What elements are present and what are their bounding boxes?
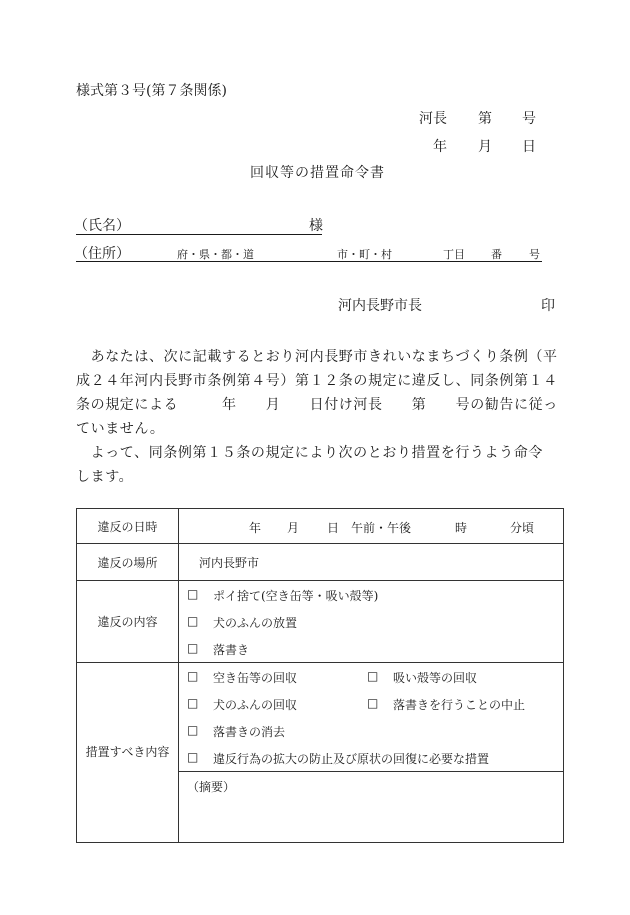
address-label: （住所） [74,246,130,262]
measure-can: 空き缶等の回収 [213,671,298,685]
content-item-graffiti: 落書き [213,643,250,657]
violation-date-hour: 時 [455,520,468,535]
address-city: 市・町・村 [337,248,392,261]
doc-number-suffix: 号 [522,111,536,127]
violation-date-value [179,509,564,544]
name-underline [76,234,322,235]
form-number: 様式第３号(第７条関係) [76,83,227,99]
checkbox[interactable]: □ [367,669,379,683]
document-title: 回収等の措置命令書 [250,165,385,181]
violation-date-day: 日 [327,520,340,535]
body-line-2: 成２４年河内長野市条例第４号）第１２条の規定に違反し、同条例第１４ [76,373,558,389]
violation-place-label: 違反の場所 [77,544,179,581]
date-year: 年 [433,139,447,155]
body-line-6: します。 [76,469,134,485]
checkbox[interactable]: □ [187,750,199,764]
content-item-dog: 犬のふんの放置 [213,616,298,630]
checkbox[interactable]: □ [187,696,199,710]
violation-table [76,508,564,843]
violation-place-text: 河内長野市 [199,555,260,570]
summary-label: （摘要） [187,780,236,794]
doc-number-prefix: 河長 [419,111,447,127]
date-month: 月 [478,139,492,155]
address-ban: 番 [491,248,502,261]
address-chome: 丁目 [443,248,465,261]
content-item-litter: ポイ捨て(空き缶等・吸い殻等) [213,589,379,603]
summary-cell[interactable] [179,772,564,843]
measure-list [179,663,564,772]
violation-date-month: 月 [287,520,300,535]
seal-mark: 印 [541,298,555,314]
issuer-name: 河内長野市長 [338,298,422,314]
date-day: 日 [522,139,536,155]
address-prefecture: 府・県・都・道 [177,248,254,261]
violation-date-ampm: 午前・午後 [351,520,412,535]
measure-erase: 落書きの消去 [213,725,286,739]
body-line-4: ていません。 [76,421,165,437]
violation-date-year: 年 [249,520,262,535]
body-line-3: 条の規定による 年 月 日付け河長 第 号の勧告に従っ [76,397,558,413]
violation-date-label: 違反の日時 [77,509,179,544]
measure-butt: 吸い殻等の回収 [393,671,478,685]
address-go: 号 [529,248,540,261]
violation-content-label: 違反の内容 [77,581,179,663]
address-underline [76,261,542,262]
measure-restore: 違反行為の拡大の防止及び原状の回復に必要な措置 [213,752,490,766]
body-line-5: よって、同条例第１５条の規定により次のとおり措置を行うよう命令 [76,445,543,461]
measure-dog: 犬のふんの回収 [213,698,298,712]
checkbox[interactable]: □ [187,641,199,655]
violation-date-minute: 分頃 [510,520,535,535]
violation-content-list [179,581,564,663]
checkbox[interactable]: □ [187,723,199,737]
doc-number-mid: 第 [478,111,492,127]
body-text [76,345,558,489]
measure-label: 措置すべき内容 [77,663,179,843]
checkbox[interactable]: □ [187,614,199,628]
checkbox[interactable]: □ [367,696,379,710]
violation-place-value [179,544,564,581]
honorific: 様 [309,218,323,234]
body-line-1: あなたは、次に記載するとおり河内長野市きれいなまちづくり条例（平 [76,349,558,365]
name-label: （氏名） [74,218,130,234]
checkbox[interactable]: □ [187,669,199,683]
measure-stop: 落書きを行うことの中止 [393,698,526,712]
checkbox[interactable]: □ [187,587,199,601]
